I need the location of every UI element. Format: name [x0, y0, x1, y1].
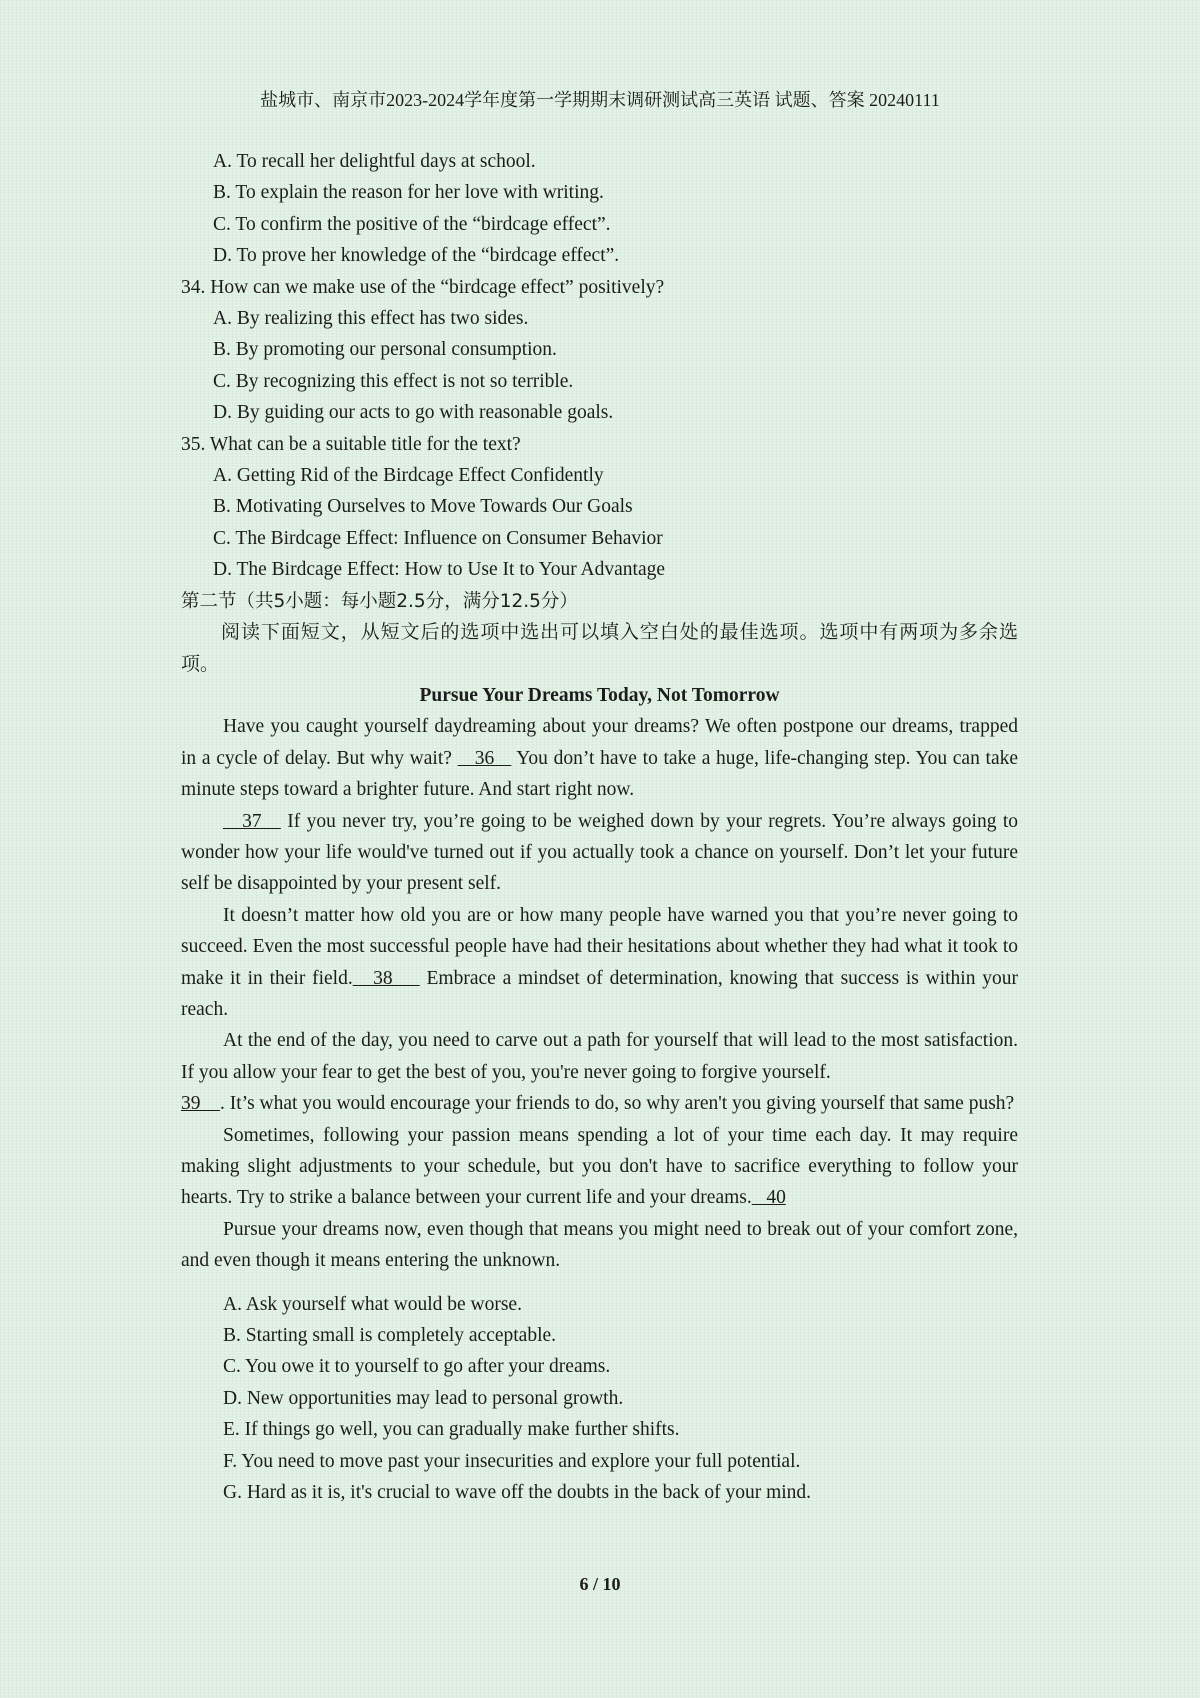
blank-40: 40 [751, 1187, 786, 1209]
q33-option-c: C. To confirm the positive of the “birdcage effect”. [213, 213, 611, 235]
blank-37: 37 [223, 810, 281, 832]
paragraph-3-text-a: It doesn’t matter how old you are or how many people have warned you that you’re never going to succeed. Even the most successful people have had their hesitations about whether they had what it took to make it in their field. [181, 904, 1018, 989]
section-heading: 第二节（共5小题：每小题2.5分，满分12.5分） [181, 590, 578, 612]
paragraph-3-text-b: Embrace a mindset of determination, knowing that success is within your reach. [181, 967, 1019, 1020]
q34-option-a: A. By realizing this effect has two sides. [213, 308, 529, 330]
blank-38: 38 [352, 967, 420, 989]
paragraph-4-text-b: . It’s what you would encourage your friends to do, so why aren't you giving yourself that same push? [220, 1093, 1015, 1115]
q34-option-b: B. By promoting our personal consumption. [213, 339, 557, 361]
paragraph-5-text: Sometimes, following your passion means spending a lot of your time each day. It may require making slight adjustments to your schedule, but you don't have to sacrifice everything to follow your hearts. Try to strike a balance between your current life and your dreams. [181, 1124, 1018, 1209]
page-number: 6 / 10 [579, 1574, 621, 1594]
paragraph-1-text-b: You don’t have to take a huge, life-changing step. You can take minute steps toward a brighter future. And start right now. [181, 747, 1019, 801]
choice-f: F. You need to move past your insecurities and explore your full potential. [223, 1450, 801, 1472]
q35-option-c: C. The Birdcage Effect: Influence on Consumer Behavior [213, 527, 663, 549]
q35-option-b: B. Motivating Ourselves to Move Towards Our Goals [213, 496, 633, 518]
choice-g: G. Hard as it is, it's crucial to wave off the doubts in the back of your mind. [223, 1482, 812, 1504]
q35-stem: 35. What can be a suitable title for the text? [181, 433, 521, 455]
paragraph-6: Pursue your dreams now, even though that means you might need to break out of your comfort zone, and even though it means entering the unknown. [181, 1218, 1018, 1272]
paragraph-2-text: If you never try, you’re going to be weighed down by your regrets. You’re always going to wonder how your life would've turned out if you actually took a chance on yourself. Don’t let your future self be disappointed by your present self. [181, 810, 1019, 895]
paragraph-2 [181, 806, 1018, 900]
paragraph-4 [181, 1025, 1018, 1119]
q34-option-c: C. By recognizing this effect is not so terrible. [213, 370, 574, 392]
blank-39: 39 [181, 1093, 220, 1115]
page-content [181, 146, 1018, 1508]
q33-option-d: D. To prove her knowledge of the “birdcage effect”. [213, 245, 620, 267]
page-header: 盐城市、南京市2023-2024学年度第一学期期末调研测试高三英语 试题、答案 20240111 [260, 90, 940, 110]
paragraph-3 [181, 900, 1018, 1026]
choice-b: B. Starting small is completely acceptable. [223, 1325, 557, 1347]
choice-c: C. You owe it to yourself to go after your dreams. [223, 1356, 611, 1378]
paragraph-1 [181, 711, 1018, 805]
q33-option-a: A. To recall her delightful days at school. [213, 151, 536, 172]
blank-36: 36 [457, 747, 512, 769]
paragraph-4-text-a: At the end of the day, you need to carve out a path for yourself that will lead to the most satisfaction. If you allow your fear to get the best of you, you're never going to forgive yourself. [181, 1030, 1018, 1083]
paragraph-1-text-a: Have you caught yourself daydreaming about your dreams? We often postpone our dreams, trapped in a cycle of delay. But why wait? [181, 716, 1018, 769]
passage-title: Pursue Your Dreams Today, Not Tomorrow [419, 684, 780, 706]
q34-stem: 34. How can we make use of the “birdcage effect” positively? [181, 276, 665, 298]
paragraph-5 [181, 1120, 1018, 1214]
choice-e: E. If things go well, you can gradually make further shifts. [223, 1419, 680, 1441]
q33-option-b: B. To explain the reason for her love with writing. [213, 182, 604, 204]
q35-option-d: D. The Birdcage Effect: How to Use It to Your Advantage [213, 559, 666, 581]
q34-option-d: D. By guiding our acts to go with reasonable goals. [213, 402, 614, 424]
q35-option-a: A. Getting Rid of the Birdcage Effect Confidently [213, 465, 604, 487]
choice-a: A. Ask yourself what would be worse. [223, 1293, 522, 1315]
choice-d: D. New opportunities may lead to personal growth. [223, 1387, 624, 1409]
section-instruction: 阅读下面短文，从短文后的选项中选出可以填入空白处的最佳选项。选项中有两项为多余选项。 [181, 621, 1018, 675]
